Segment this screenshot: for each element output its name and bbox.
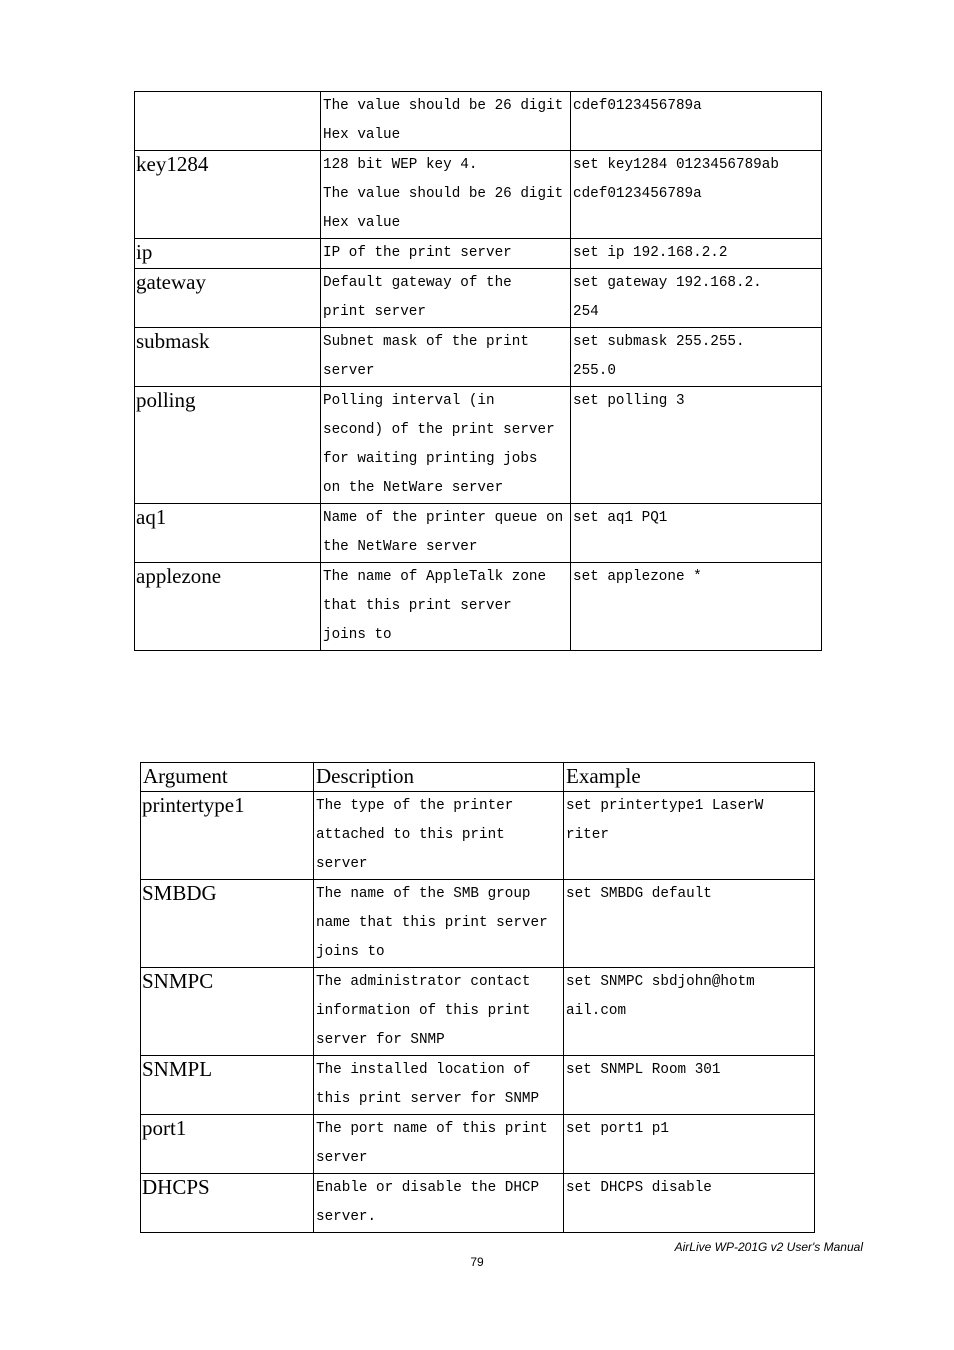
table-row [135,92,822,151]
table-row [141,1115,815,1174]
description-cell: 128 bit WEP key 4. The value should be 26 digit Hex value [321,151,571,239]
page-number: 79 [470,1255,484,1269]
description-cell: Default gateway of the print server [321,269,571,328]
description-cell: The value should be 26 digit Hex value [321,92,571,151]
example-cell: set SNMPC sbdjohn@hotm ail.com [564,968,815,1056]
argument-cell: port1 [141,1115,314,1174]
header-example: Example [564,763,815,792]
table-row [141,1056,815,1115]
table-row [135,387,822,504]
example-cell: set ip 192.168.2.2 [571,239,822,269]
example-cell: set submask 255.255. 255.0 [571,328,822,387]
table-row [141,1174,815,1233]
argument-cell: polling [135,387,321,504]
table-row [135,269,822,328]
description-cell: The administrator contact information of this print server for SNMP [314,968,564,1056]
example-cell: cdef0123456789a [571,92,822,151]
description-cell: The installed location of this print server for SNMP [314,1056,564,1115]
argument-table [140,762,815,1233]
description-cell: Subnet mask of the print server [321,328,571,387]
description-cell: Polling interval (in second) of the print server for waiting printing jobs on the NetWare server [321,387,571,504]
description-cell: The port name of this print server [314,1115,564,1174]
manual-title: AirLive WP-201G v2 User's Manual [674,1240,863,1254]
table-row [141,968,815,1056]
table-row [135,504,822,563]
example-cell: set SNMPL Room 301 [564,1056,815,1115]
description-cell: Enable or disable the DHCP server. [314,1174,564,1233]
example-cell: set applezone * [571,563,822,651]
table-row [141,880,815,968]
argument-table-continued [134,91,822,651]
argument-cell: submask [135,328,321,387]
table-row [135,563,822,651]
table-row [135,239,822,269]
example-cell: set SMBDG default [564,880,815,968]
table-row [135,328,822,387]
argument-cell: printertype1 [141,792,314,880]
argument-cell: gateway [135,269,321,328]
table-row [135,151,822,239]
table-row [141,792,815,880]
description-cell: The type of the printer attached to this print server [314,792,564,880]
example-cell: set DHCPS disable [564,1174,815,1233]
argument-cell: SNMPC [141,968,314,1056]
header-description: Description [314,763,564,792]
example-cell: set key1284 0123456789ab cdef0123456789a [571,151,822,239]
example-cell: set polling 3 [571,387,822,504]
description-cell: The name of the SMB group name that this print server joins to [314,880,564,968]
argument-cell [135,92,321,151]
argument-cell: SNMPL [141,1056,314,1115]
description-cell: IP of the print server [321,239,571,269]
argument-cell: ip [135,239,321,269]
table-header-row [141,763,815,792]
argument-cell: applezone [135,563,321,651]
argument-cell: aq1 [135,504,321,563]
example-cell: set port1 p1 [564,1115,815,1174]
argument-cell: DHCPS [141,1174,314,1233]
example-cell: set printertype1 LaserW riter [564,792,815,880]
example-cell: set aq1 PQ1 [571,504,822,563]
argument-cell: key1284 [135,151,321,239]
argument-cell: SMBDG [141,880,314,968]
description-cell: The name of AppleTalk zone that this print server joins to [321,563,571,651]
header-argument: Argument [141,763,314,792]
description-cell: Name of the printer queue on the NetWare server [321,504,571,563]
example-cell: set gateway 192.168.2. 254 [571,269,822,328]
